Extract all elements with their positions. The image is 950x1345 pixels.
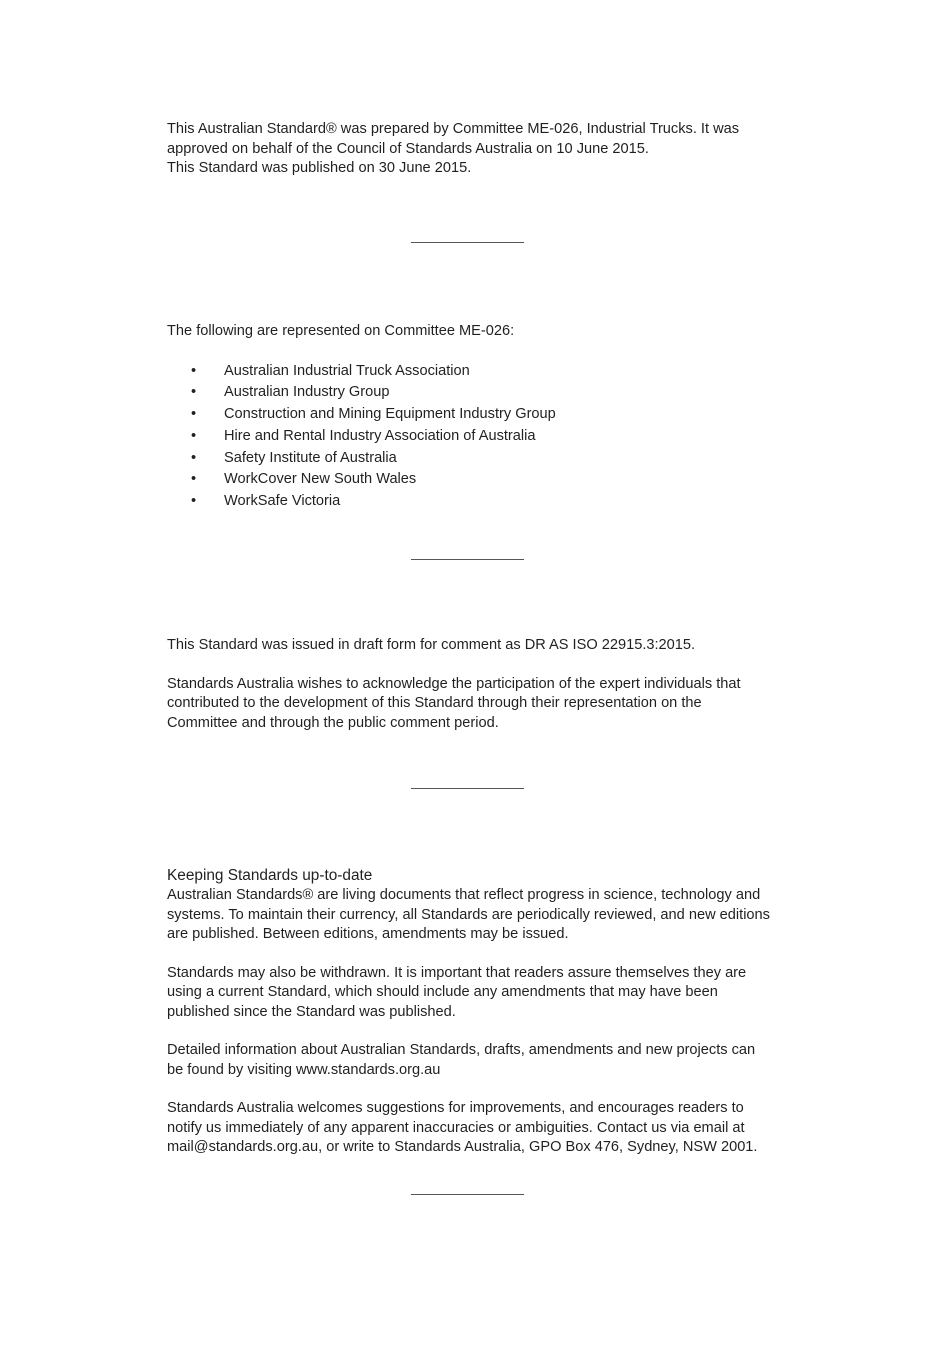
keeping-para2-line3: published since the Standard was published. xyxy=(167,1003,456,1020)
draft-issued-text: This Standard was issued in draft form for comment as DR AS ISO 22915.3:2015. xyxy=(167,637,696,653)
list-item xyxy=(167,404,777,426)
list-item xyxy=(167,491,777,513)
bullet-icon: • xyxy=(191,449,197,466)
list-item xyxy=(167,382,777,404)
divider-line xyxy=(411,242,524,243)
committee-member-label: Australian Industry Group xyxy=(224,384,390,401)
committee-member-label: WorkSafe Victoria xyxy=(224,493,341,510)
committee-member-label: Hire and Rental Industry Association of Australia xyxy=(224,427,536,444)
list-item xyxy=(167,448,777,470)
keeping-para1-line2: systems. To maintain their currency, all Standards are periodically reviewed, and new editions xyxy=(167,906,770,923)
bullet-icon: • xyxy=(191,384,197,401)
preface-line-2: approved on behalf of the Council of Standards Australia on 10 June 2015. xyxy=(167,140,649,157)
committee-member-label: Australian Industrial Truck Association xyxy=(224,362,470,379)
committee-member-label: WorkCover New South Wales xyxy=(224,471,417,488)
keeping-para4-line3 xyxy=(167,1138,777,1158)
standards-website-link[interactable]: www.standards.org.au xyxy=(296,1061,441,1078)
bullet-icon: • xyxy=(191,427,197,444)
keeping-para3-line2 xyxy=(167,1061,777,1081)
list-item xyxy=(167,426,777,448)
section-divider-3 xyxy=(167,780,767,798)
acknowledgement-line-3: Committee and through the public comment period. xyxy=(167,714,499,731)
divider-line xyxy=(411,559,524,560)
preface-line-3: This Standard was published on 30 June 2015. xyxy=(167,160,472,176)
bullet-icon: • xyxy=(191,362,197,379)
keeping-para1-line3: are published. Between editions, amendments may be issued. xyxy=(167,926,569,942)
standards-email-link[interactable]: mail@standards.org.au xyxy=(167,1139,319,1155)
committee-member-label: Construction and Mining Equipment Industry Group xyxy=(224,406,556,423)
keeping-para4-line1: Standards Australia welcomes suggestions for improvements, and encourages readers to xyxy=(167,1100,744,1116)
bullet-icon: • xyxy=(191,493,197,510)
list-item xyxy=(167,469,777,491)
keeping-para4-suffix: , or write to Standards Australia, GPO Box 476, Sydney, NSW 2001. xyxy=(318,1139,758,1155)
keeping-para2-line1: Standards may also be withdrawn. It is important that readers assure themselves they are xyxy=(167,964,747,981)
preface-line-1: This Australian Standard® was prepared by Committee ME-026, Industrial Trucks. It was xyxy=(167,121,740,137)
divider-line xyxy=(411,1194,524,1195)
section-divider-1 xyxy=(167,234,767,252)
divider-line xyxy=(411,788,524,789)
committee-member-list xyxy=(167,361,777,514)
bullet-icon: • xyxy=(191,406,197,423)
keeping-para4-line2: notify us immediately of any apparent inaccuracies or ambiguities. Contact us via email at xyxy=(167,1119,745,1136)
keeping-para1-line1: Australian Standards® are living documents that reflect progress in science, technology and xyxy=(167,887,761,903)
bullet-icon: • xyxy=(191,471,197,488)
committee-block xyxy=(167,322,777,513)
list-item xyxy=(167,361,777,383)
keeping-para3-prefix: be found by visiting xyxy=(167,1061,296,1078)
acknowledgement-line-2: contributed to the development of this Standard through their representation on the xyxy=(167,695,702,711)
keeping-para3-line1: Detailed information about Australian Standards, drafts, amendments and new projects can xyxy=(167,1042,756,1058)
section-divider-2 xyxy=(167,551,767,569)
committee-intro: The following are represented on Committee ME-026: xyxy=(167,323,515,339)
section-divider-4 xyxy=(167,1186,767,1204)
keeping-standards-block xyxy=(167,866,777,1158)
acknowledgement-line-1: Standards Australia wishes to acknowledge the participation of the expert individuals that xyxy=(167,675,741,692)
preface-block xyxy=(167,120,777,179)
keeping-para2-line2: using a current Standard, which should include any amendments that may have been xyxy=(167,984,718,1000)
committee-member-label: Safety Institute of Australia xyxy=(224,449,397,466)
page-title: Keeping Standards up-to-date xyxy=(167,867,373,884)
draft-block xyxy=(167,636,777,733)
